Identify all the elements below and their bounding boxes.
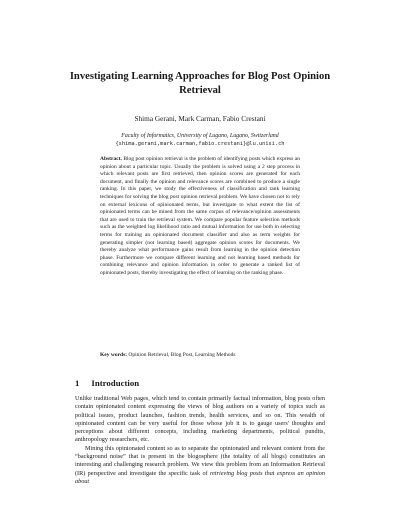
- affiliation-block: [60, 132, 340, 148]
- section-title: Introduction: [91, 378, 140, 388]
- paragraph-2-emphasis: retrieving blog posts that express an opinion about: [75, 469, 325, 485]
- abstract-label: Abstract.: [100, 156, 122, 162]
- paragraph-2-text: Mining this opinionated content so as to separate the opinionated and relevant content from the “background noise” that is present in the blogosphere (the totality of all blogs) constitutes an interesting and challenging research problem. We view this problem from an Information Retrieval (IR) perspective and investigate the specific task of: [75, 444, 325, 477]
- paper-title: Investigating Learning Approaches for Blog Post Opinion Retrieval: [69, 71, 331, 96]
- keywords-text: Opinion Retrieval, Blog Post, Learning Methods: [128, 352, 236, 358]
- paragraph-1: Unlike traditional Web pages, which tend to contain primarily factual information, blog posts often contain opinionated content expressing the views of blog authors on a variety of topics such as political issues, product launches, fashion trends, health services, and so on. This wealth of opinionated content can be very useful for those whose job it is to gauge users' thoughts and perceptions about different concepts, including marketing departments, political pundits, anthropology researchers, etc.: [75, 395, 325, 444]
- section-heading: [75, 378, 139, 389]
- section-number: 1: [75, 378, 80, 388]
- abstract: [100, 156, 300, 278]
- body-text: [75, 395, 325, 486]
- keywords-label: Key words:: [100, 352, 128, 358]
- affiliation: Faculty of Informatics, University of Lugano, Lugano, Switzerland: [121, 133, 279, 139]
- abstract-text: Blog post opinion retrieval is the problem of identifying posts which express an opinion about a particular topic. Usually the problem is solved using a 2 step process in which relevant posts are first retrieved, then opinion scores are generated for each document, and finally the opinion and relevance scores are combined to produce a single ranking. In this paper, we study the effectiveness of classification and rank learning techniques for solving the blog post opinion retrieval problem. We have chosen not to rely on external lexicons of opinionated terms, but investigate to what extent the list of opinionated terms can be mined from the same corpus of relevance/opinion assessments that are used to train the retrieval system. We compare popular feature selection methods such as the weighted log likelihood ratio and mutual information for use both in selecting terms for training an opinionated document classifier and also as term weights for generating simpler (not learning based) aggregate opinion scores for documents. We thereby analyze what performance gains result from learning in the opinion detection phase. Furthermore we compare different learning and not learning based methods for combining relevance and opinion information in order to generate a ranked list of opinionated posts, thereby investigating the effect of learning on the ranking phase.: [100, 156, 300, 276]
- paper-authors: Shima Gerani, Mark Carman, Fabio Crestani: [134, 114, 266, 123]
- keywords: [100, 352, 300, 360]
- paragraph-2: [75, 445, 325, 486]
- author-emails: {shima.gerani,mark.carman,fabio.crestani}@lu.unisi.ch: [115, 141, 285, 147]
